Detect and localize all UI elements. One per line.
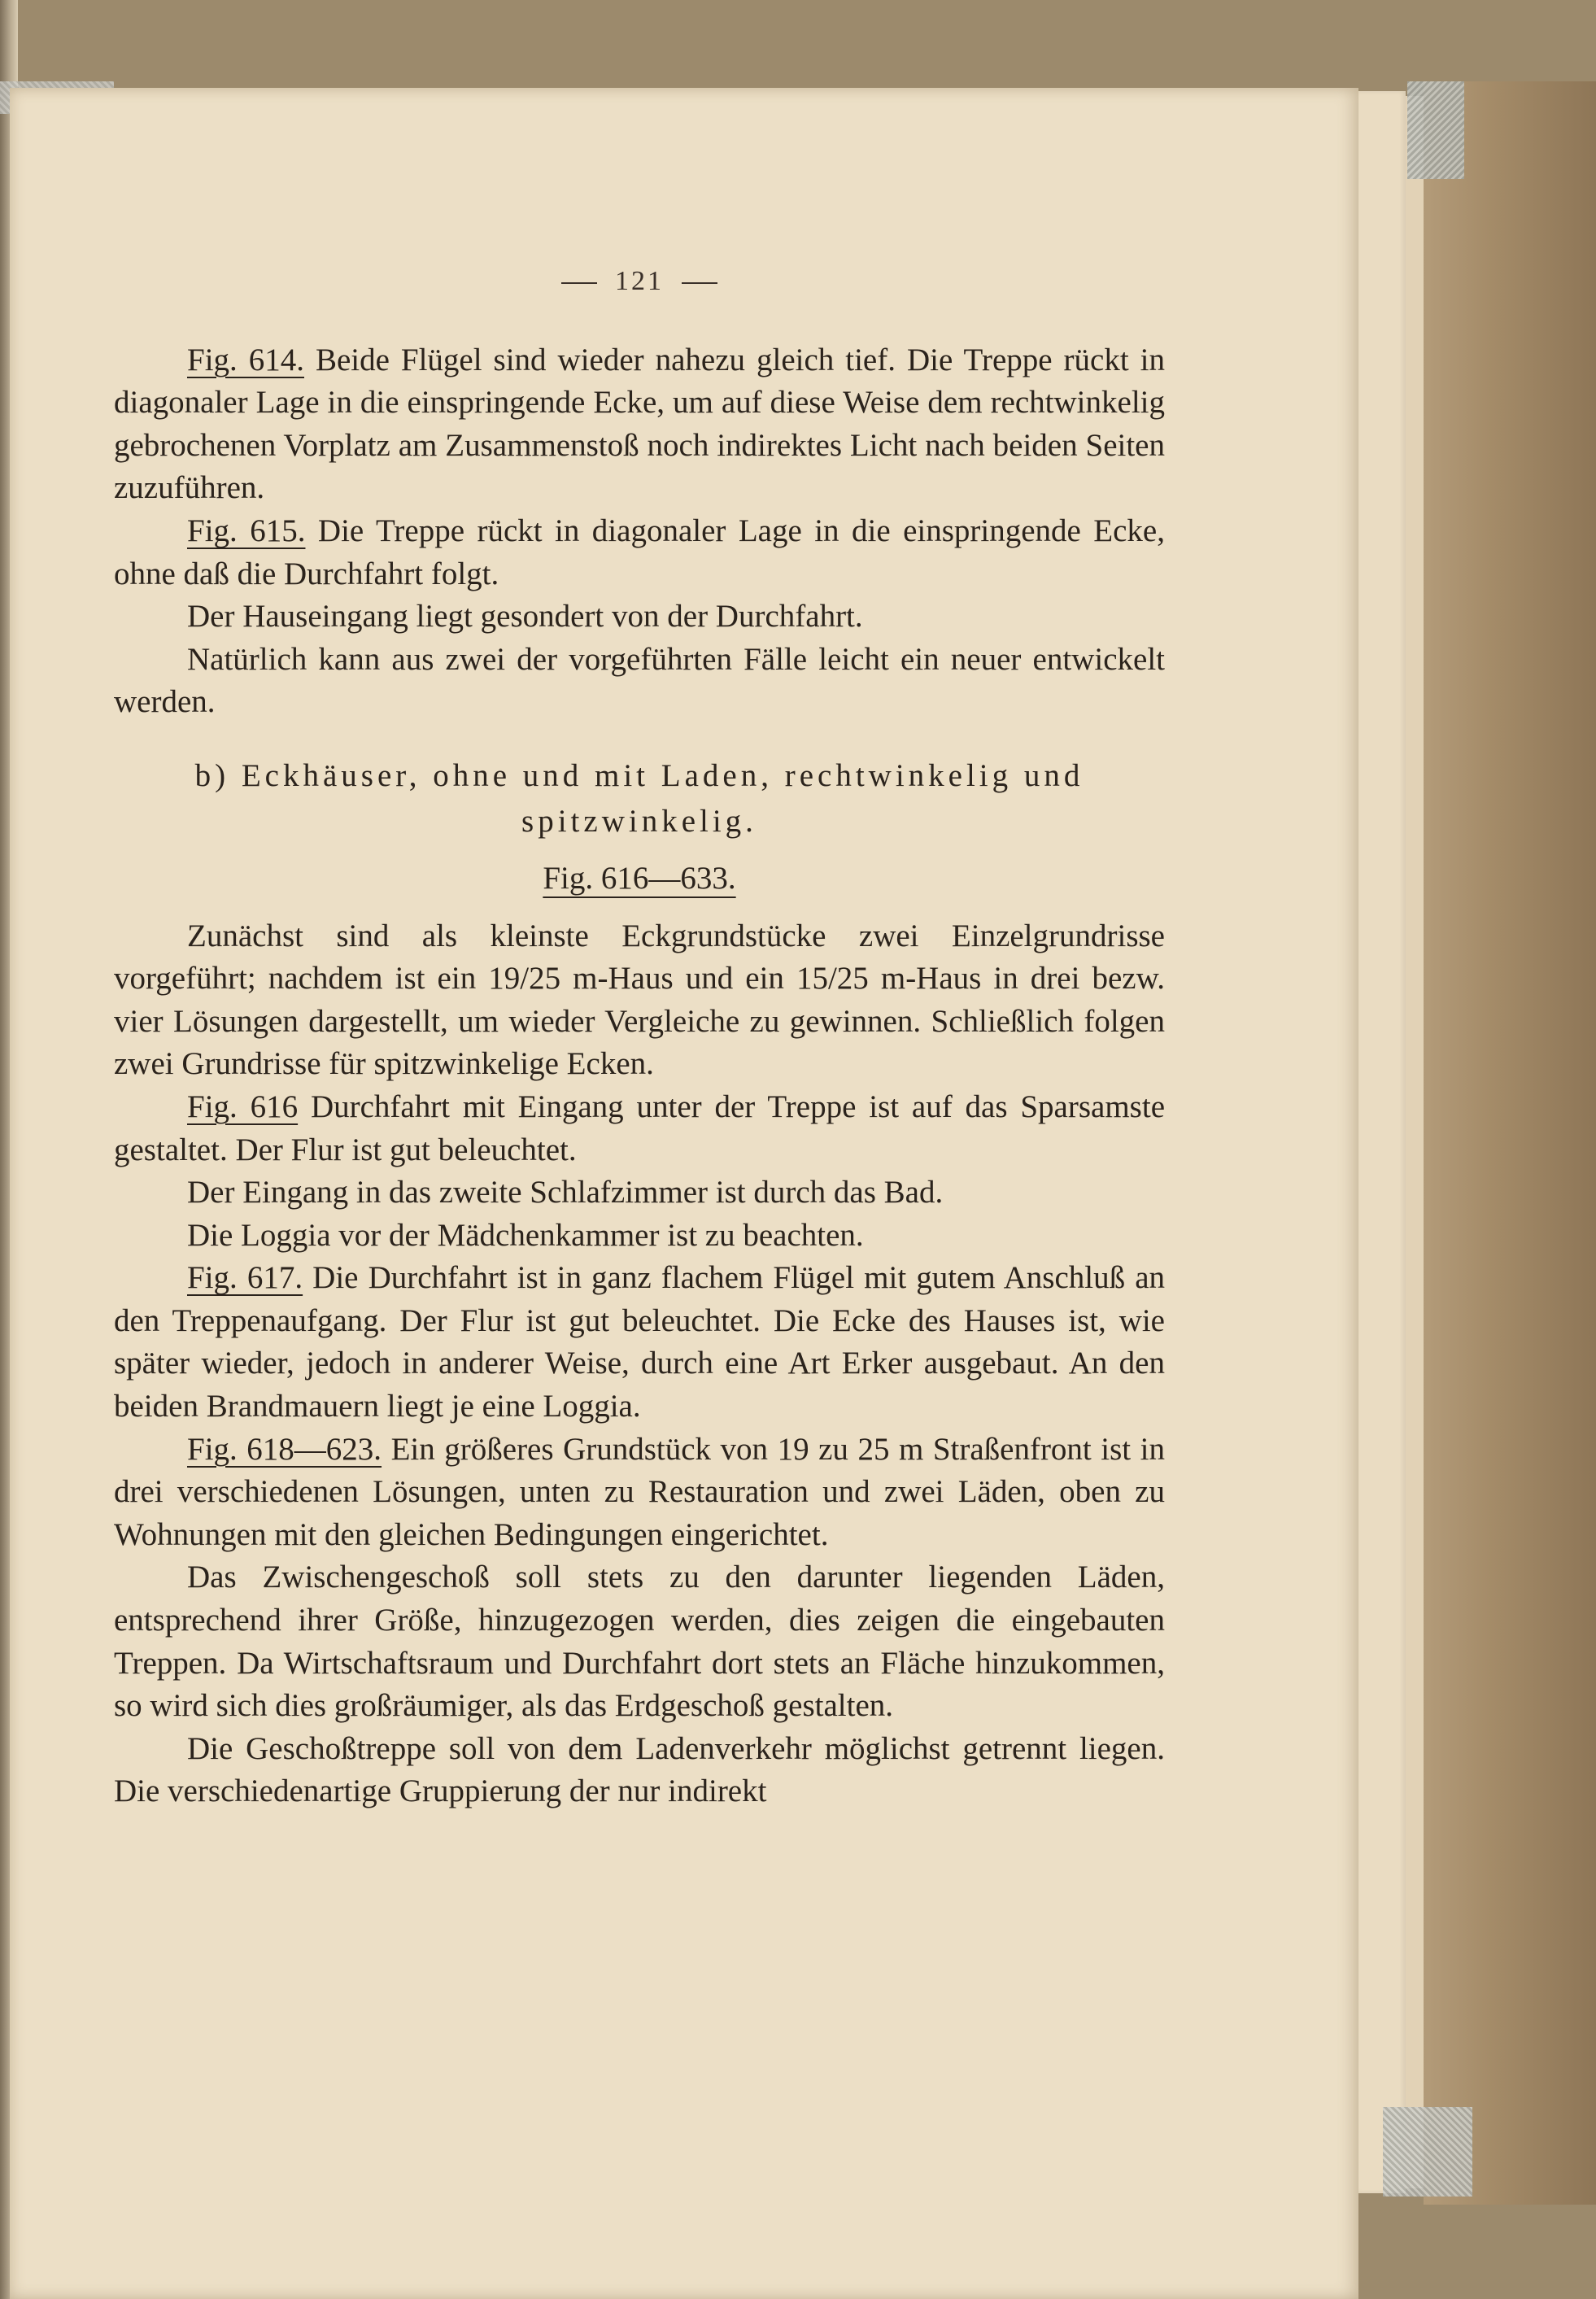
page-stack-edge (1358, 91, 1406, 2193)
paragraph-text: Ein größeres Grundstück von 19 zu 25 m Straßenfront ist in drei verschiedenen Lösungen, unten zu Restauration und zwei Läden, oben zu Wohnungen mit den gleichen Bedingungen eingerichtet. (114, 1431, 1165, 1552)
page-number (114, 260, 1165, 303)
paragraph-fig-615 (114, 510, 1165, 595)
figure-reference: Fig. 617. (187, 1260, 303, 1296)
page-content (114, 260, 1165, 1813)
figure-reference: Fig. 616—633. (543, 860, 736, 896)
paragraph: Die Loggia vor der Mädchenkammer ist zu beachten. (187, 1217, 864, 1253)
book-cover-board (1424, 81, 1596, 2205)
page-number-dash (682, 282, 717, 284)
binding-cloth-bottom-right (1383, 2107, 1472, 2196)
paragraph-text: Durchfahrt mit Eingang unter der Treppe ist auf das Sparsamste gestaltet. Der Flur ist gut beleuchtet. (114, 1088, 1165, 1167)
binding-cloth-top-right (1407, 81, 1464, 179)
paragraph: Das Zwischengeschoß soll stets zu den darunter liegenden Läden, entsprechend ihrer Größe, hinzugezogen werden, dies zeigen die eingebauten Treppen. Da Wirtschaftsraum und Durchfahrt dort stets an Fläche hinzukommen, so wird sich dies großräumiger, als das Erdgeschoß gestalten. (114, 1560, 1165, 1724)
figure-reference: Fig. 615. (187, 513, 306, 548)
figure-reference: Fig. 616 (187, 1088, 299, 1124)
figure-reference: Fig. 618—623. (187, 1431, 382, 1467)
paragraph: Der Hauseingang liegt gesondert von der Durchfahrt. (187, 599, 863, 635)
section-heading-line: b) Eckhäuser, ohne und mit Laden, rechtwinkelig und (194, 757, 1084, 793)
section-heading-line: spitzwinkelig. (521, 803, 757, 839)
paragraph-fig-616 (114, 1086, 1165, 1171)
page-number-dash (561, 282, 597, 284)
section-heading (114, 753, 1165, 844)
paragraph-text: Die Treppe rückt in diagonaler Lage in die einspringende Ecke, ohne daß die Durchfahrt folgt. (114, 513, 1165, 591)
paragraph-fig-617 (114, 1257, 1165, 1428)
figure-reference: Fig. 614. (187, 342, 304, 377)
page-stack-edge (1406, 96, 1424, 2188)
section-figure-range (114, 857, 1165, 901)
paragraph: Zunächst sind als kleinste Eckgrundstücke zwei Einzelgrundrisse vorgeführt; nachdem ist ein 19/25 m-Haus und ein 15/25 m-Haus in drei bezw. vier Lösungen dargestellt, um wieder Vergleiche zu gewinnen. Schließlich folgen zwei Grundrisse für spitzwinkelige Ecken. (114, 918, 1165, 1082)
paragraph-fig-618-623 (114, 1429, 1165, 1557)
paragraph-fig-614 (114, 339, 1165, 510)
page-number-value: 121 (615, 266, 664, 296)
paragraph: Die Geschoßtreppe soll von dem Ladenverkehr möglichst getrennt liegen. Die verschiedenartige Gruppierung der nur indirekt (114, 1730, 1165, 1809)
paragraph-text: Die Durchfahrt ist in ganz flachem Flügel mit gutem Anschluß an den Treppenaufgang. Der Flur ist gut beleuchtet. Die Ecke des Hauses ist, wie später wieder, jedoch in anderer Weise, durch eine Art Erker ausgebaut. An den beiden Brandmauern liegt je eine Loggia. (114, 1260, 1165, 1424)
paragraph-text: Beide Flügel sind wieder nahezu gleich tief. Die Treppe rückt in diagonaler Lage in die einspringende Ecke, um auf diese Weise dem rechtwinkelig gebrochenen Vorplatz am Zusammenstoß noch indirektes Licht nach beiden Seiten zuzuführen. (114, 342, 1165, 506)
paragraph: Der Eingang in das zweite Schlafzimmer ist durch das Bad. (187, 1175, 944, 1211)
paragraph: Natürlich kann aus zwei der vorgeführten Fälle leicht ein neuer entwickelt werden. (114, 641, 1165, 720)
